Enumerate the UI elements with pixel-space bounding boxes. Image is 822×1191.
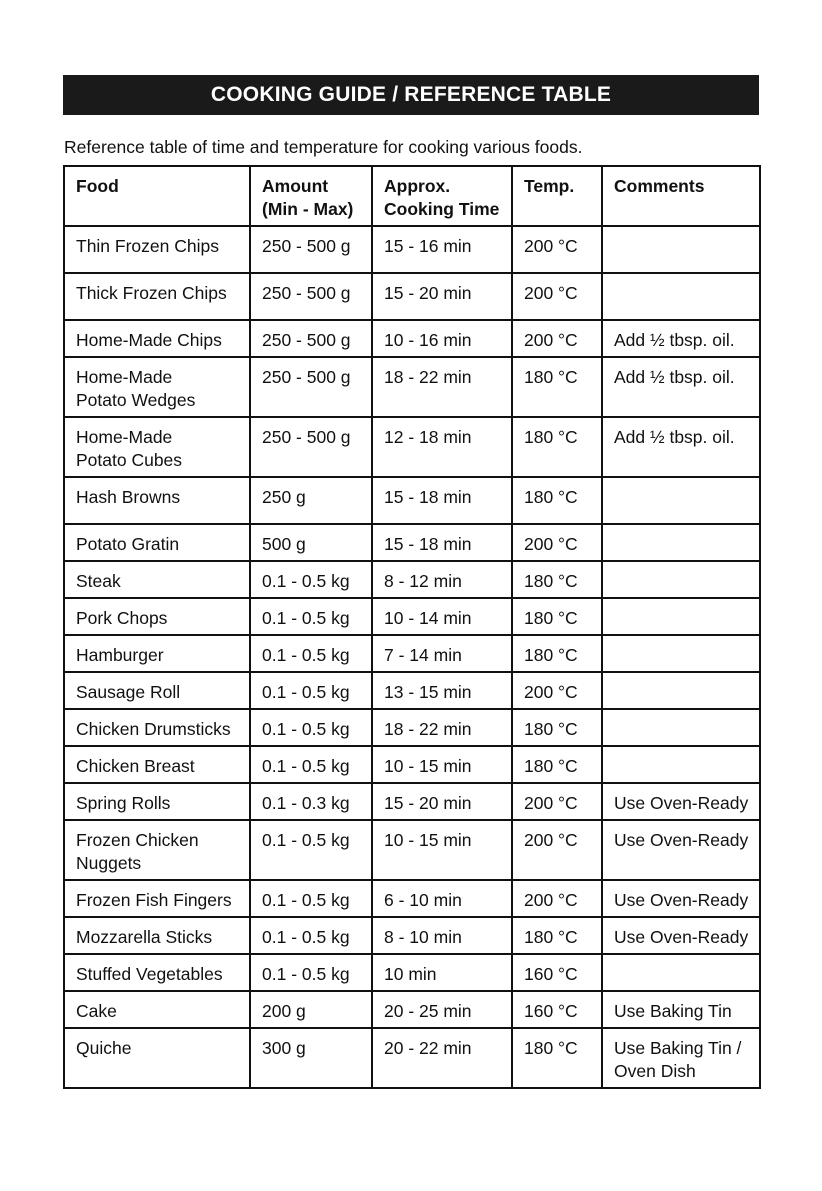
cooking-guide-table	[63, 165, 761, 1089]
header-comments: Comments	[602, 166, 760, 226]
cell-food: Thin Frozen Chips	[64, 226, 250, 273]
cell-amount: 500 g	[250, 524, 372, 561]
cell-cooking-time: 8 - 10 min	[372, 917, 512, 954]
table-row	[64, 880, 760, 917]
cell-amount: 250 - 500 g	[250, 417, 372, 477]
cell-food: Home-Made Potato Wedges	[64, 357, 250, 417]
cell-food: Chicken Breast	[64, 746, 250, 783]
cell-food: Spring Rolls	[64, 783, 250, 820]
cell-comments	[602, 561, 760, 598]
cell-food: Hash Browns	[64, 477, 250, 524]
cell-amount: 0.1 - 0.5 kg	[250, 954, 372, 991]
cell-amount: 200 g	[250, 991, 372, 1028]
cell-cooking-time: 10 - 15 min	[372, 820, 512, 880]
cell-amount: 250 - 500 g	[250, 320, 372, 357]
cell-temp: 180 °C	[512, 1028, 602, 1088]
cell-food: Quiche	[64, 1028, 250, 1088]
cell-comments: Add ½ tbsp. oil.	[602, 320, 760, 357]
cell-comments: Use Oven-Ready	[602, 820, 760, 880]
cell-cooking-time: 20 - 22 min	[372, 1028, 512, 1088]
cell-temp: 200 °C	[512, 880, 602, 917]
cell-amount: 0.1 - 0.5 kg	[250, 880, 372, 917]
cell-comments	[602, 598, 760, 635]
header-temp: Temp.	[512, 166, 602, 226]
cell-cooking-time: 13 - 15 min	[372, 672, 512, 709]
table-row	[64, 477, 760, 524]
cell-amount: 0.1 - 0.5 kg	[250, 746, 372, 783]
cell-amount: 250 - 500 g	[250, 273, 372, 320]
intro-text: Reference table of time and temperature for cooking various foods.	[64, 137, 583, 157]
cell-comments	[602, 273, 760, 320]
table-row	[64, 417, 760, 477]
cell-cooking-time: 15 - 16 min	[372, 226, 512, 273]
cell-cooking-time: 10 - 15 min	[372, 746, 512, 783]
cell-amount: 250 g	[250, 477, 372, 524]
cell-cooking-time: 18 - 22 min	[372, 357, 512, 417]
cell-comments: Use Oven-Ready	[602, 917, 760, 954]
cell-amount: 0.1 - 0.5 kg	[250, 635, 372, 672]
cell-food: Hamburger	[64, 635, 250, 672]
cell-temp: 180 °C	[512, 635, 602, 672]
cell-comments: Use Oven-Ready	[602, 783, 760, 820]
cell-amount: 250 - 500 g	[250, 226, 372, 273]
table-header-row	[64, 166, 760, 226]
cell-temp: 200 °C	[512, 783, 602, 820]
table-row	[64, 320, 760, 357]
cell-food: Thick Frozen Chips	[64, 273, 250, 320]
cell-comments	[602, 746, 760, 783]
cell-food: Home-Made Chips	[64, 320, 250, 357]
cell-comments: Add ½ tbsp. oil.	[602, 417, 760, 477]
cell-cooking-time: 15 - 18 min	[372, 524, 512, 561]
table-row	[64, 917, 760, 954]
header-food: Food	[64, 166, 250, 226]
table-row	[64, 783, 760, 820]
cell-comments	[602, 954, 760, 991]
cell-cooking-time: 10 - 14 min	[372, 598, 512, 635]
cell-temp: 200 °C	[512, 320, 602, 357]
table-row	[64, 820, 760, 880]
cell-food: Home-Made Potato Cubes	[64, 417, 250, 477]
table-row	[64, 954, 760, 991]
cell-cooking-time: 20 - 25 min	[372, 991, 512, 1028]
page-title: COOKING GUIDE / REFERENCE TABLE	[63, 75, 759, 115]
cell-cooking-time: 18 - 22 min	[372, 709, 512, 746]
table-row	[64, 273, 760, 320]
cell-comments: Use Baking Tin	[602, 991, 760, 1028]
cell-comments: Add ½ tbsp. oil.	[602, 357, 760, 417]
cell-amount: 0.1 - 0.5 kg	[250, 561, 372, 598]
cell-amount: 0.1 - 0.5 kg	[250, 672, 372, 709]
table-row	[64, 598, 760, 635]
cell-amount: 0.1 - 0.5 kg	[250, 598, 372, 635]
cell-food: Chicken Drumsticks	[64, 709, 250, 746]
cell-temp: 200 °C	[512, 273, 602, 320]
cell-food: Potato Gratin	[64, 524, 250, 561]
table-row	[64, 561, 760, 598]
cell-temp: 200 °C	[512, 524, 602, 561]
cell-temp: 180 °C	[512, 357, 602, 417]
cell-food: Cake	[64, 991, 250, 1028]
table-row	[64, 635, 760, 672]
cell-temp: 180 °C	[512, 417, 602, 477]
cell-food: Frozen Fish Fingers	[64, 880, 250, 917]
cell-cooking-time: 15 - 20 min	[372, 783, 512, 820]
cell-cooking-time: 15 - 18 min	[372, 477, 512, 524]
cell-food: Mozzarella Sticks	[64, 917, 250, 954]
cell-cooking-time: 6 - 10 min	[372, 880, 512, 917]
cell-cooking-time: 7 - 14 min	[372, 635, 512, 672]
table-body	[64, 226, 760, 1088]
table-row	[64, 672, 760, 709]
cell-comments	[602, 226, 760, 273]
table-row	[64, 991, 760, 1028]
cell-comments: Use Oven-Ready	[602, 880, 760, 917]
cell-temp: 200 °C	[512, 672, 602, 709]
cell-comments	[602, 709, 760, 746]
cell-comments	[602, 672, 760, 709]
cell-temp: 180 °C	[512, 917, 602, 954]
cell-temp: 200 °C	[512, 226, 602, 273]
cell-food: Stuffed Vegetables	[64, 954, 250, 991]
cell-food: Pork Chops	[64, 598, 250, 635]
cell-amount: 0.1 - 0.5 kg	[250, 709, 372, 746]
cell-cooking-time: 15 - 20 min	[372, 273, 512, 320]
cell-food: Sausage Roll	[64, 672, 250, 709]
cell-cooking-time: 10 - 16 min	[372, 320, 512, 357]
cell-temp: 180 °C	[512, 477, 602, 524]
cell-comments	[602, 477, 760, 524]
cell-amount: 300 g	[250, 1028, 372, 1088]
cell-food: Frozen Chicken Nuggets	[64, 820, 250, 880]
table-row	[64, 357, 760, 417]
table-row	[64, 226, 760, 273]
table-row	[64, 1028, 760, 1088]
cell-temp: 180 °C	[512, 561, 602, 598]
table-row	[64, 524, 760, 561]
header-cooking-time: Approx. Cooking Time	[372, 166, 512, 226]
cell-cooking-time: 10 min	[372, 954, 512, 991]
cell-temp: 180 °C	[512, 709, 602, 746]
cell-comments	[602, 635, 760, 672]
cell-comments	[602, 524, 760, 561]
cell-temp: 180 °C	[512, 598, 602, 635]
cell-amount: 250 - 500 g	[250, 357, 372, 417]
cell-temp: 200 °C	[512, 820, 602, 880]
cell-amount: 0.1 - 0.5 kg	[250, 917, 372, 954]
cell-cooking-time: 12 - 18 min	[372, 417, 512, 477]
table-row	[64, 746, 760, 783]
cell-temp: 160 °C	[512, 954, 602, 991]
header-amount: Amount (Min - Max)	[250, 166, 372, 226]
cell-food: Steak	[64, 561, 250, 598]
cell-temp: 160 °C	[512, 991, 602, 1028]
cell-amount: 0.1 - 0.5 kg	[250, 820, 372, 880]
cell-temp: 180 °C	[512, 746, 602, 783]
cell-amount: 0.1 - 0.3 kg	[250, 783, 372, 820]
cell-comments: Use Baking Tin / Oven Dish	[602, 1028, 760, 1088]
cell-cooking-time: 8 - 12 min	[372, 561, 512, 598]
table-row	[64, 709, 760, 746]
